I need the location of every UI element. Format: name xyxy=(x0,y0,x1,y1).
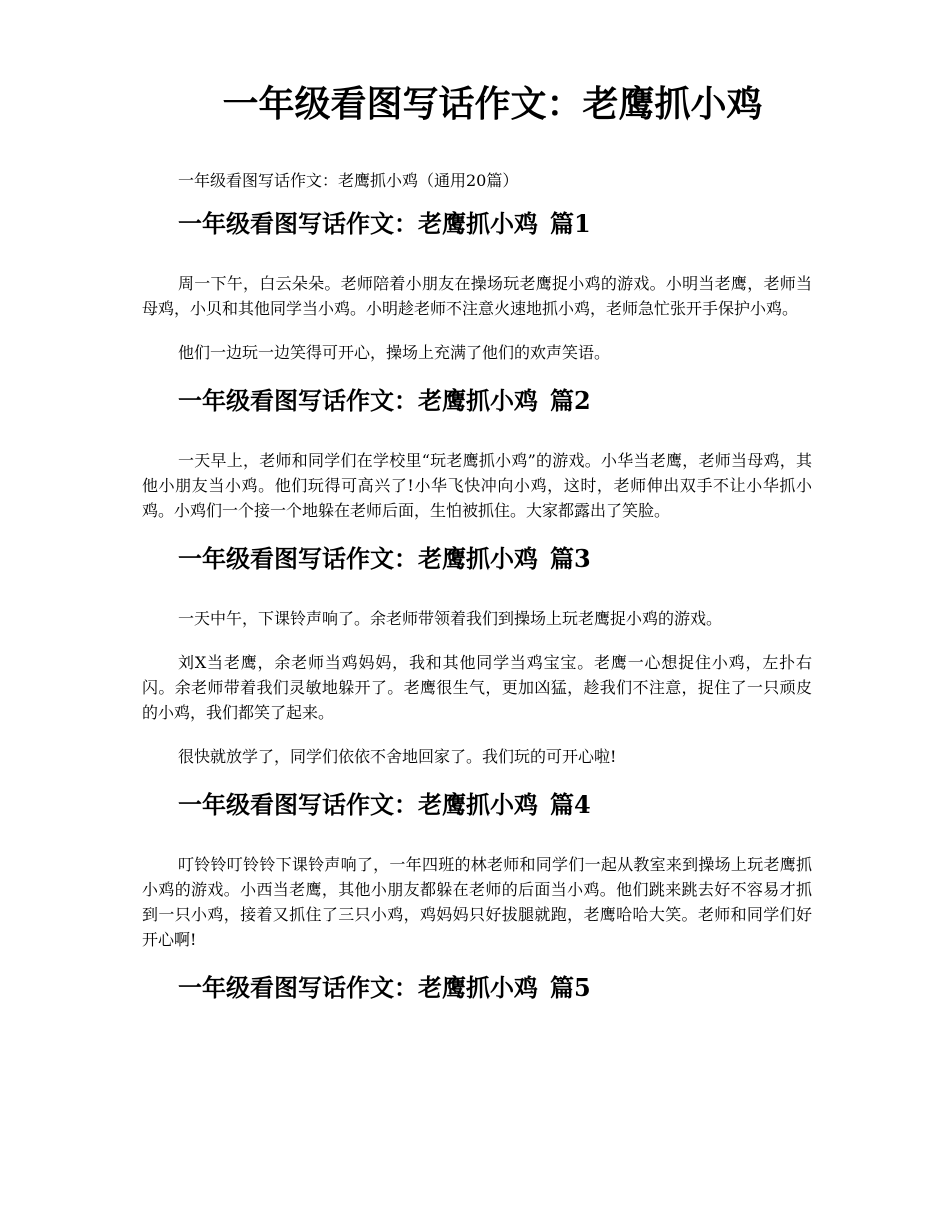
section-heading xyxy=(178,384,812,418)
section-heading xyxy=(178,788,812,822)
section-heading-text: 一年级看图写话作文：老鹰抓小鸡 xyxy=(178,386,538,415)
section-5 xyxy=(142,971,812,1005)
section-1 xyxy=(142,207,812,365)
intro-line: 一年级看图写话作文：老鹰抓小鸡（通用20篇） xyxy=(178,171,519,190)
section-heading-text: 一年级看图写话作文：老鹰抓小鸡 xyxy=(178,209,538,238)
section-heading xyxy=(178,542,812,576)
section-number: 篇1 xyxy=(550,209,591,238)
section-2 xyxy=(142,384,812,523)
section-number: 篇3 xyxy=(550,544,591,573)
paragraph: 一天早上，老师和同学们在学校里“玩老鹰抓小鸡”的游戏。小华当老鹰，老师当母鸡，其他小朋友当小鸡。他们玩得可高兴了!小华飞快冲向小鸡，这时，老师伸出双手不让小华抓小鸡。小鸡们一个接一个地躲在老师后面，生怕被抓住。大家都露出了笑脸。 xyxy=(142,451,812,520)
section-heading-text: 一年级看图写话作文：老鹰抓小鸡 xyxy=(178,973,538,1002)
paragraph: 他们一边玩一边笑得可开心，操场上充满了他们的欢声笑语。 xyxy=(178,343,611,362)
section-heading-text: 一年级看图写话作文：老鹰抓小鸡 xyxy=(178,544,538,573)
section-heading xyxy=(178,207,812,241)
document-body xyxy=(142,168,812,1035)
paragraph: 叮铃铃叮铃铃下课铃声响了，一年四班的林老师和同学们一起从教室来到操场上玩老鹰抓小鸡的游戏。小西当老鹰，其他小朋友都躲在老师的后面当小鸡。他们跳来跳去好不容易才抓到一只小鸡，接着又抓住了三只小鸡，鸡妈妈只好拔腿就跑，老鹰哈哈大笑。老师和同学们好开心啊! xyxy=(142,855,812,949)
section-3 xyxy=(142,542,812,769)
paragraph: 周一下午，白云朵朵。老师陪着小朋友在操场玩老鹰捉小鸡的游戏。小明当老鹰，老师当母鸡，小贝和其他同学当小鸡。小明趁老师不注意火速地抓小鸡，老师急忙张开手保护小鸡。 xyxy=(142,274,812,318)
section-heading xyxy=(178,971,812,1005)
section-number: 篇4 xyxy=(550,790,591,819)
paragraph: 刘X当老鹰，余老师当鸡妈妈，我和其他同学当鸡宝宝。老鹰一心想捉住小鸡，左扑右闪。余老师带着我们灵敏地躲开了。老鹰很生气，更加凶猛，趁我们不注意，捉住了一只顽皮的小鸡，我们都笑了起来。 xyxy=(142,653,812,722)
document-title: 一年级看图写话作文：老鹰抓小鸡 xyxy=(222,83,763,125)
section-4 xyxy=(142,788,812,952)
section-number: 篇5 xyxy=(550,973,591,1002)
paragraph: 一天中午，下课铃声响了。余老师带领着我们到操场上玩老鹰捉小鸡的游戏。 xyxy=(178,609,723,628)
section-heading-text: 一年级看图写话作文：老鹰抓小鸡 xyxy=(178,790,538,819)
paragraph: 很快就放学了，同学们依依不舍地回家了。我们玩的可开心啦! xyxy=(178,747,617,766)
section-number: 篇2 xyxy=(550,386,591,415)
